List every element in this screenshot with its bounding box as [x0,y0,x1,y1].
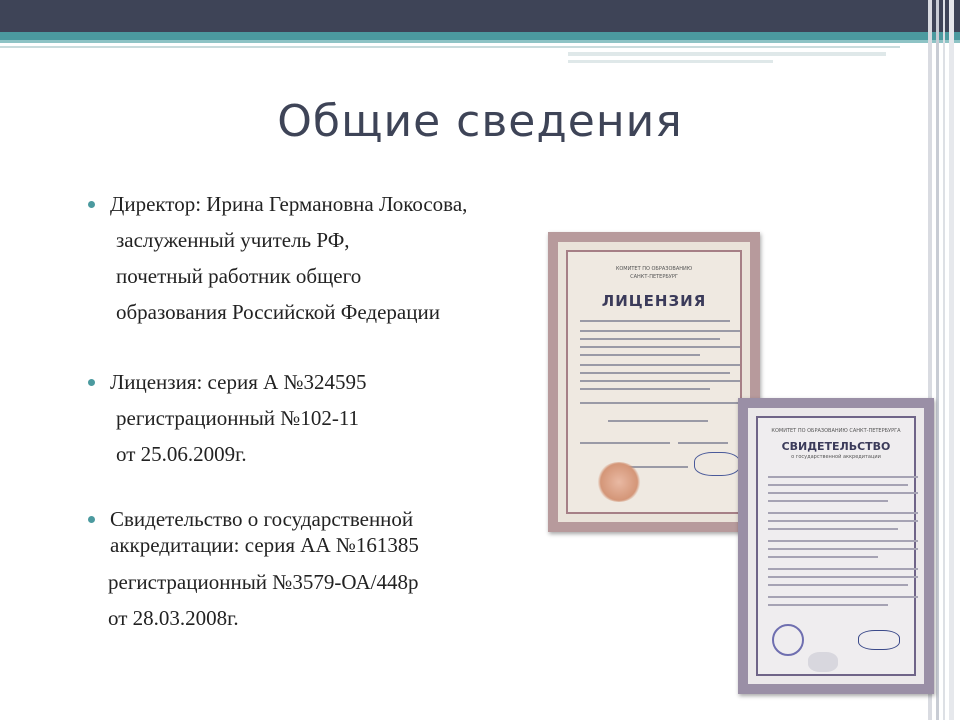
certificate-committee: КОМИТЕТ ПО ОБРАЗОВАНИЮ САНКТ-ПЕТЕРБУРГА [771,428,901,434]
license-committee: КОМИТЕТ ПО ОБРАЗОВАНИЮ [615,266,693,272]
list-item-line: регистрационный №3579-ОА/448р [108,570,419,594]
list-item-line: аккредитации: серия АА №161385 [110,533,419,557]
list-item-line: от 28.03.2008г. [108,606,239,630]
list-item-accreditation [88,506,548,558]
certificate-subheading: о государственной аккредитации [791,454,881,460]
license-signature-icon [694,452,740,476]
license-emblem-icon [596,462,642,502]
list-item-line: Лицензия: серия А №324595 [110,370,367,394]
header-band [0,0,960,32]
page-title: Общие сведения [277,96,683,147]
bullet-icon [88,379,95,386]
list-item-line: Директор: Ирина Германовна Локосова, [110,192,468,216]
header-accent-line [0,40,960,43]
certificate-stamp-icon [808,652,838,672]
list-item-line: заслуженный учитель РФ, [116,228,350,252]
list-item-line: образования Российской Федерации [116,300,440,324]
certificate-seal-icon [772,624,804,656]
license-document-image [548,232,760,532]
bullet-icon [88,516,95,523]
info-list [88,186,548,636]
list-item-line: от 25.06.2009г. [116,442,247,466]
list-item-license [88,364,548,400]
header-accent-band [0,32,960,40]
accreditation-certificate-image [738,398,934,694]
certificate-heading: СВИДЕТЕЛЬСТВО [781,440,891,453]
bullet-icon [88,201,95,208]
license-heading: ЛИЦЕНЗИЯ [601,292,707,310]
certificate-signature-icon [858,630,900,650]
header-decor-line-short [568,60,773,63]
list-item-line: регистрационный №102-11 [116,406,360,430]
header-decor-line [568,52,886,56]
list-item-line: почетный работник общего [116,264,362,288]
list-item-line: Свидетельство о государственной [110,507,414,531]
header-divider [0,46,900,48]
list-item-director [88,186,548,222]
license-city: САНКТ-ПЕТЕРБУРГ [630,274,678,280]
